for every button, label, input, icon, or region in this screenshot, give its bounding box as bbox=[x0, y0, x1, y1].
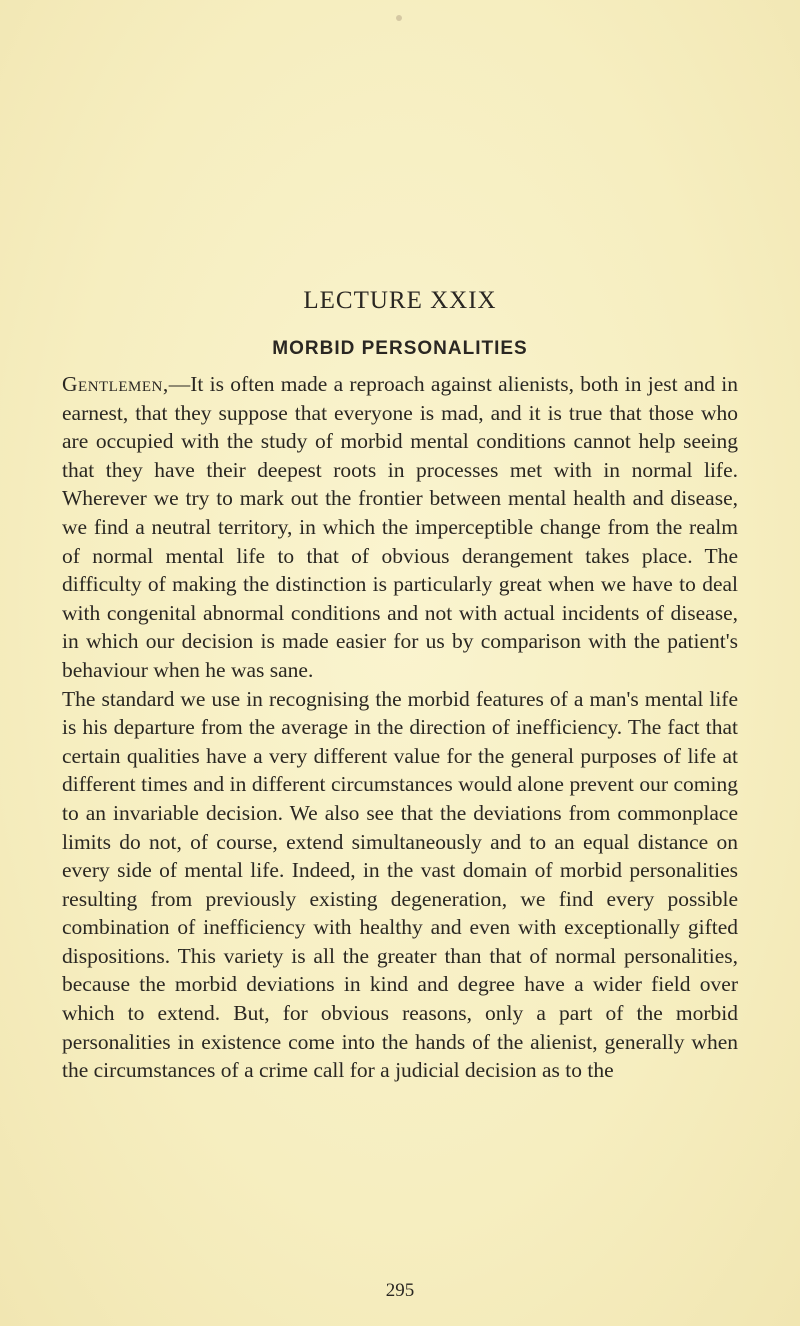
paragraph-2 bbox=[62, 685, 738, 1085]
opening-salutation: Gentlemen, bbox=[62, 372, 169, 396]
lecture-title-heading: MORBID PERSONALITIES bbox=[272, 338, 528, 359]
paragraph-1 bbox=[62, 370, 738, 685]
paper-speck-mark bbox=[396, 15, 402, 21]
paragraph-2-text: The standard we use in recognising the morbid features of a man's mental life is his departure from the average in the direction of inefficiency. The fact that certain qualities have a very different value for the general purposes of life at different times and in different circumstances would alone prevent our coming to an invariable decision. We also see that the deviations from commonplace limits do not, of course, extend simultaneously and to an equal distance on every side of mental life. Indeed, in the vast domain of morbid personalities resulting from previously existing degeneration, we find every possible combination of inefficiency with healthy and even with exceptionally gifted dispositions. This variety is all the greater than that of normal personalities, because the morbid deviations in kind and degree have a wider field over which to extend. But, for obvious reasons, only a part of the morbid personalities in existence come into the hands of the alienist, generally when the circumstances of a crime call for a judicial decision as to the bbox=[62, 686, 738, 1083]
page-number: 295 bbox=[385, 1280, 415, 1301]
lecture-number-heading: LECTURE XXIX bbox=[303, 287, 497, 314]
paragraph-1-text: —It is often made a reproach against alienists, both in jest and in earnest, that they suppose that everyone is mad, and it is true that those who are occupied with the study of morbid mental conditions cannot help seeing that they have their deepest roots in processes met with in normal life. Wherever we try to mark out the frontier between mental health and disease, we find a neutral territory, in which the imperceptible change from the realm of normal mental life to that of obvious derangement takes place. The difficulty of making the distinction is particularly great when we have to deal with congenital abnormal conditions and not with actual incidents of disease, in which our decision is made easier for us by comparison with the patient's behaviour when he was sane. bbox=[62, 372, 738, 682]
lecture-body bbox=[62, 370, 738, 1085]
